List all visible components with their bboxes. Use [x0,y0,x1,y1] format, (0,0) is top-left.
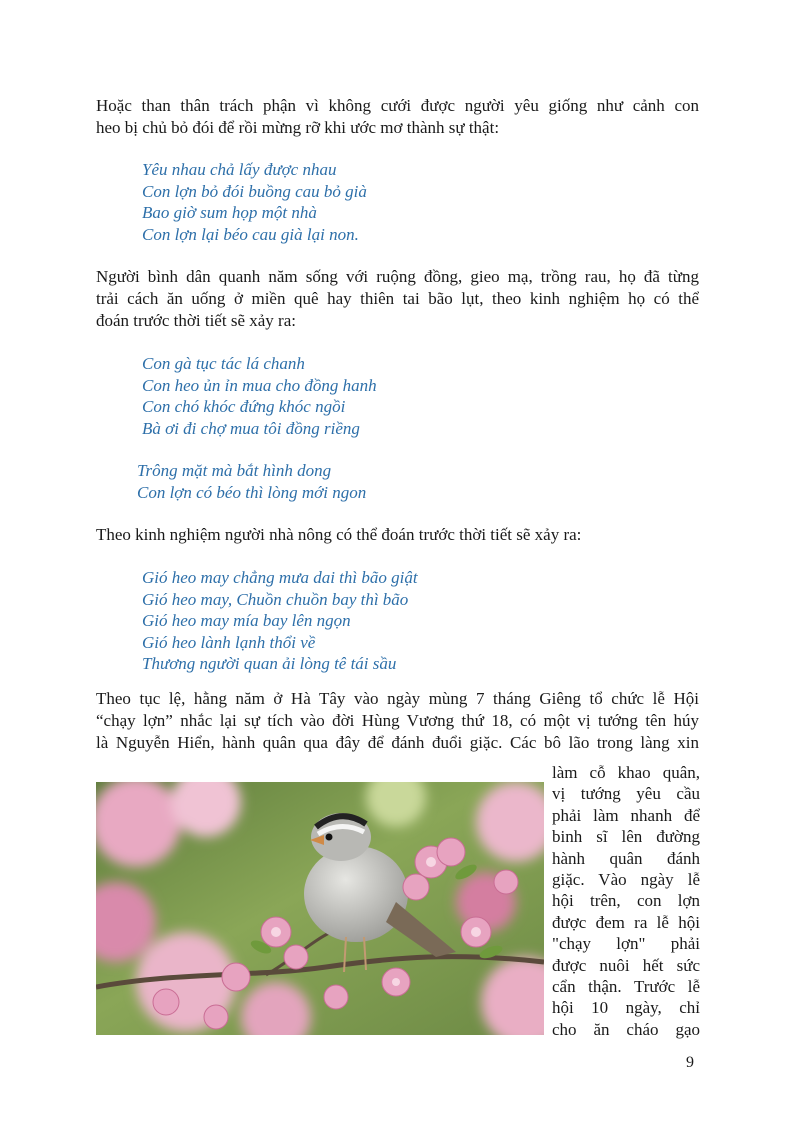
poem-face [137,460,366,503]
side-paragraph [552,762,700,1040]
poem-animals [142,353,377,439]
poem-wind [142,567,418,675]
paragraph-line: “chạy lợn” nhắc lại sự tích vào đời Hùng Vương thứ 18, có một vị tướng tên húy [96,711,699,730]
paragraph-line: heo bị chủ bỏ đói để rồi mừng rỡ khi ước mơ thành sự thật: [96,118,500,137]
poem-line: Gió heo may mía bay lên ngọn [142,611,351,630]
poem-line: Thương người quan ải lòng tê tái sầu [142,654,397,673]
poem-line: Con chó khóc đứng khóc ngồi [142,397,346,416]
side-line: phải làm nhanh để [552,805,700,825]
paragraph-line: Theo tục lệ, hằng năm ở Hà Tây vào ngày mùng 7 tháng Giêng tổ chức lễ Hội [96,689,699,708]
side-line: cho ăn cháo gạo [552,1019,700,1039]
page-number: 9 [686,1054,694,1071]
poem-line: Con gà tục tác lá chanh [142,354,305,373]
side-line: hội trên, con lợn [552,891,700,911]
side-line: binh sĩ lên đường [552,827,700,847]
paragraph-line: là Nguyễn Hiển, hành quân qua đây để đánh đuổi giặc. Các bô lão trong làng xin [96,733,699,752]
paragraph-farmers [96,266,699,332]
poem-love [142,159,367,245]
side-line: vị tướng yêu cầu [552,784,700,804]
poem-line: Gió heo lành lạnh thổi về [142,632,316,652]
side-line: "chạy lợn" phải [552,934,700,954]
poem-line: Con heo ủn ỉn mua cho đồng hanh [142,375,377,395]
paragraph-line: Theo kinh nghiệm người nhà nông có thể đoán trước thời tiết sẽ xảy ra: [96,525,582,544]
side-line: được nuôi hết sức [552,955,700,975]
bird-blossom-photo [96,782,544,1035]
poem-line: Bà ơi đi chợ mua tôi đồng riềng [142,418,360,438]
bird-photo-illustration [96,782,544,1035]
paragraph-line: Hoặc than thân trách phận vì không cưới được người yêu giống như cảnh con [96,96,699,115]
poem-line: Gió heo may chẳng mưa dai thì bão giật [142,568,418,587]
poem-line: Con lợn có béo thì lòng mới ngon [137,482,367,502]
side-line: giặc. Vào ngày lễ [552,870,700,890]
paragraph-weather [96,524,699,546]
paragraph-intro [96,95,699,139]
poem-line: Con lợn bỏ đói buồng cau bỏ già [142,181,367,201]
side-line: được đem ra lễ hội [552,912,700,932]
poem-line: Trông mặt mà bắt hình dong [137,461,332,480]
side-line: hội 10 ngày, chỉ [552,998,700,1018]
side-line: làm cỗ khao quân, [552,763,700,782]
paragraph-line: Người bình dân quanh năm sống với ruộng đồng, gieo mạ, trồng rau, họ đã từng [96,267,699,286]
side-line: cẩn thận. Trước lễ [552,977,700,997]
paragraph-festival [96,688,699,754]
side-line: hành quân đánh [552,848,700,868]
paragraph-line: trải cách ăn uống ở miền quê hay thiên tai bão lụt, theo kinh nghiệm họ có thể [96,289,699,308]
poem-line: Con lợn lại béo cau già lại non. [142,224,359,244]
paragraph-line: đoán trước thời tiết sẽ xảy ra: [96,311,296,330]
poem-line: Gió heo may, Chuồn chuồn bay thì bão [142,589,409,609]
poem-line: Yêu nhau chả lấy được nhau [142,160,337,179]
poem-line: Bao giờ sum họp một nhà [142,203,317,222]
